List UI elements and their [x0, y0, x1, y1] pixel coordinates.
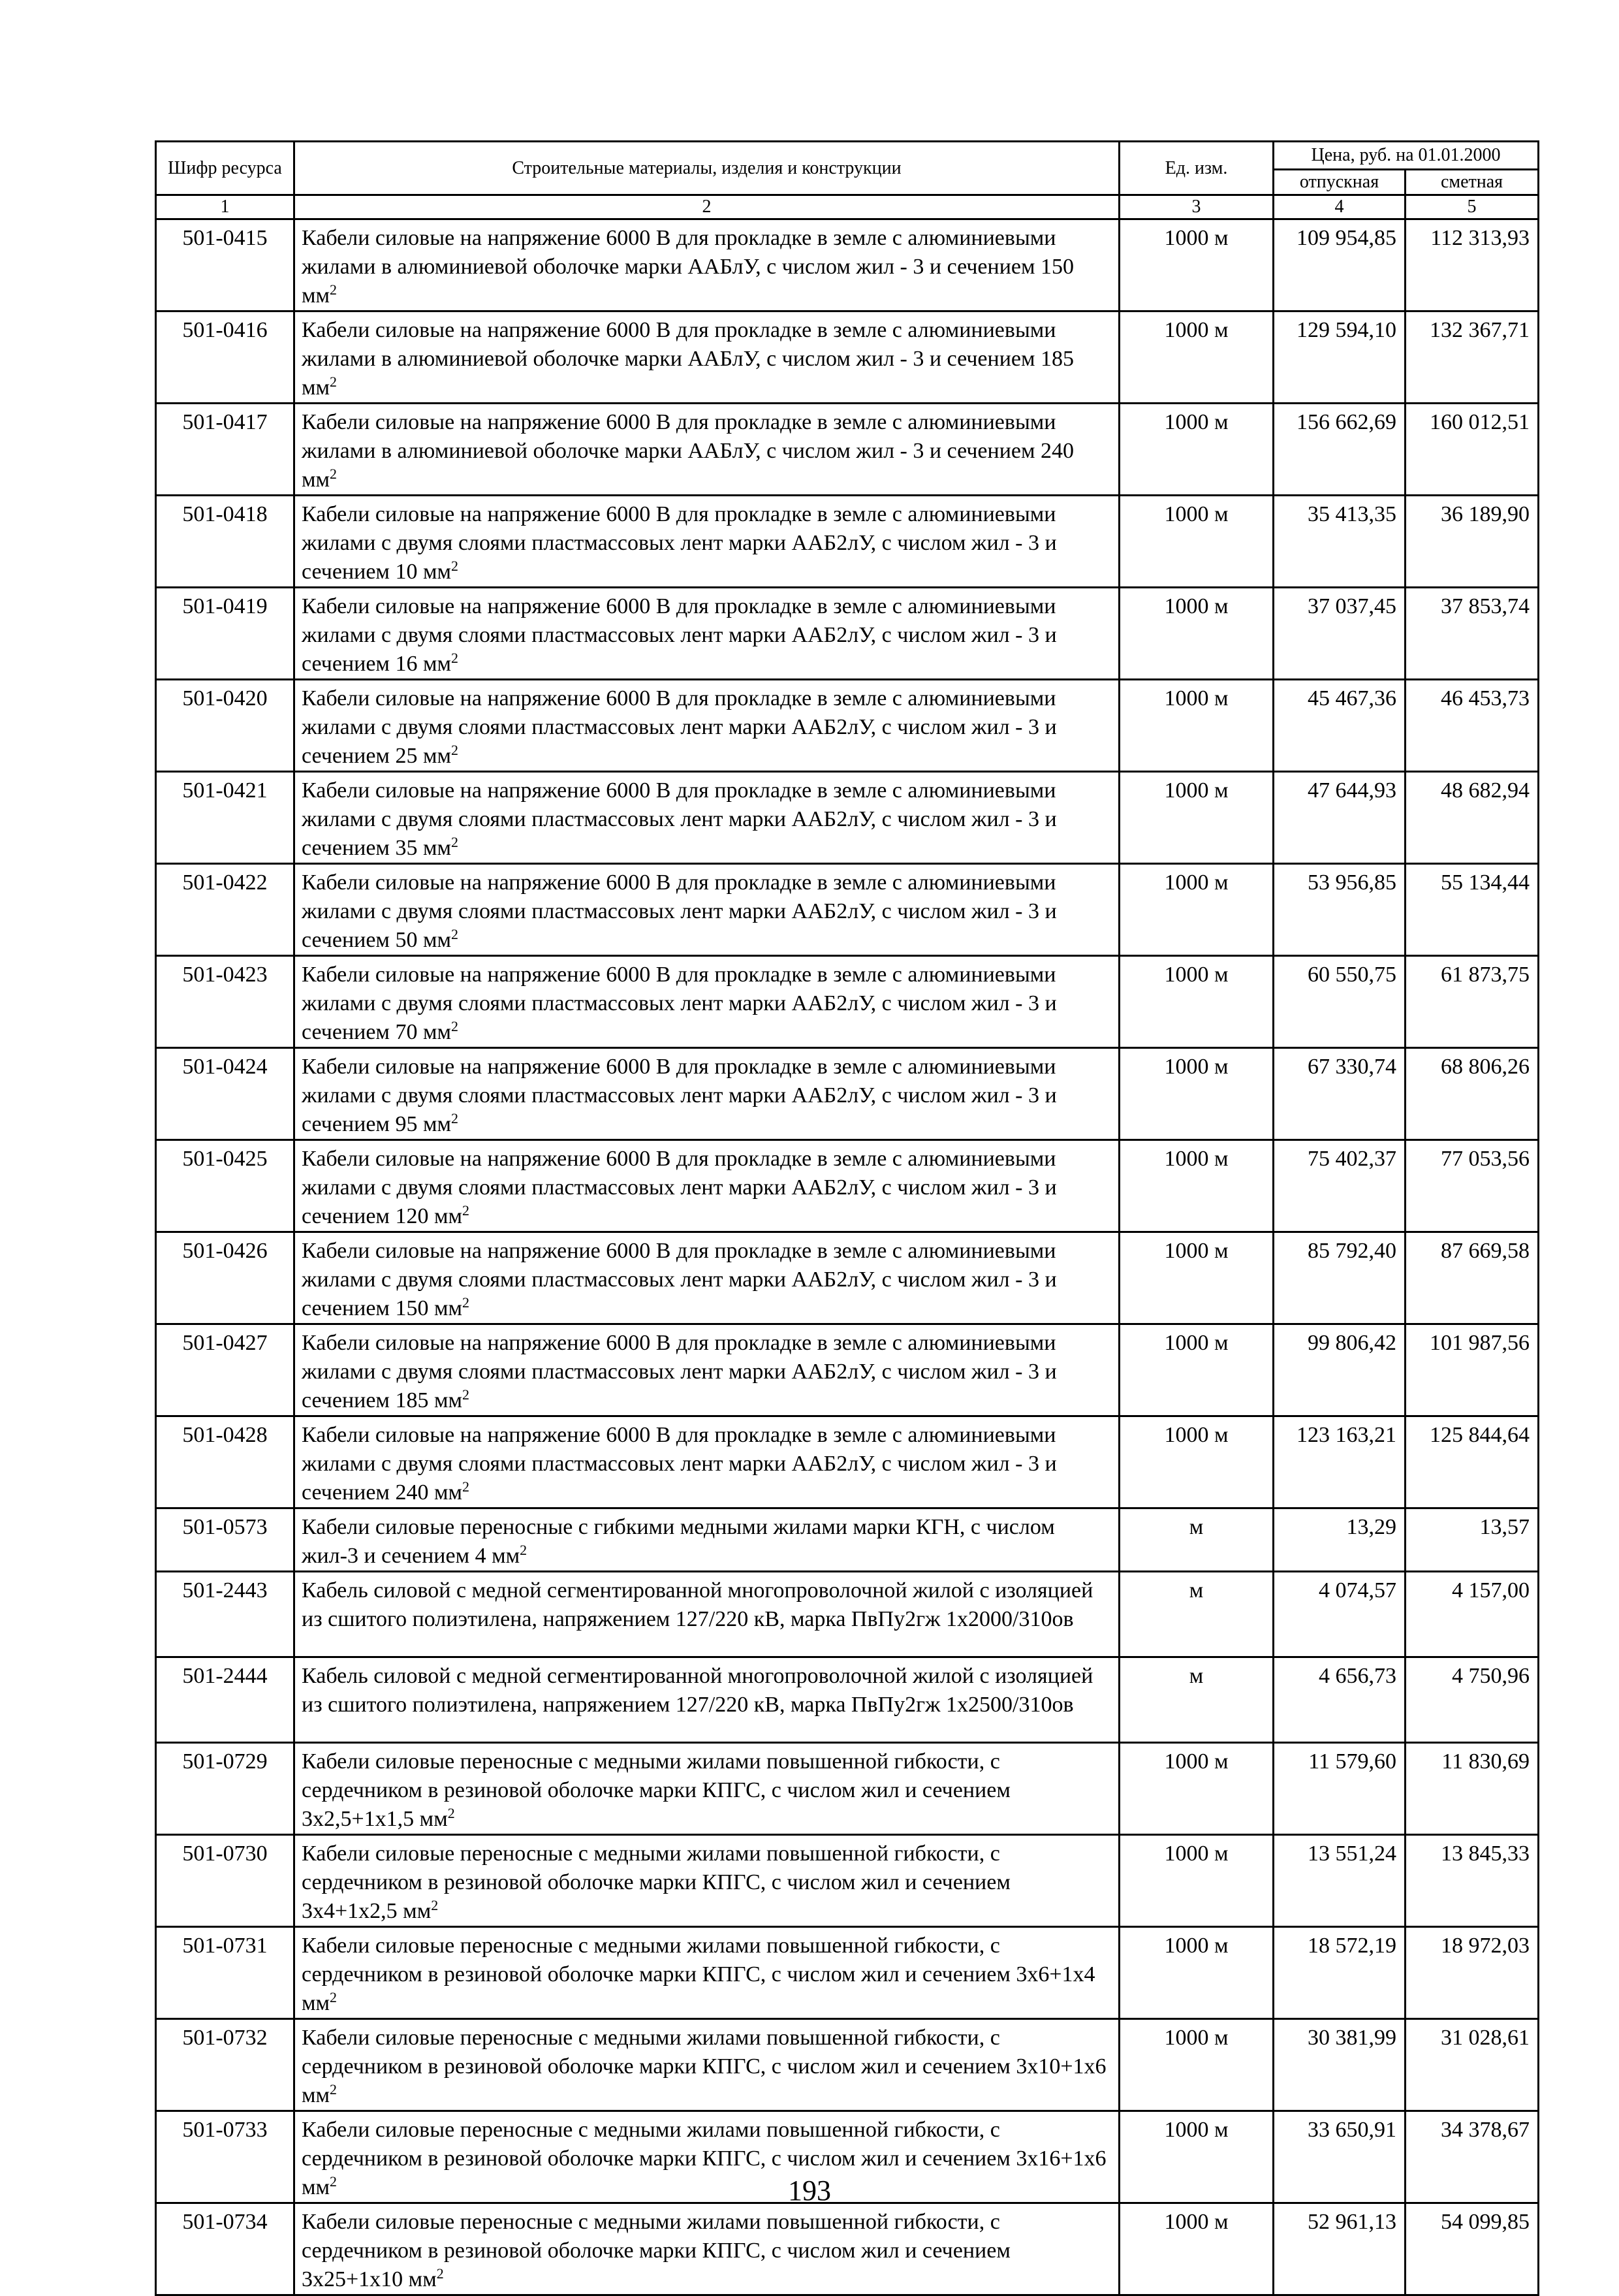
cell-price-release-text: 18 572,19	[1308, 1934, 1396, 1958]
cell-price-estimate	[1406, 1743, 1539, 1835]
cell-price-release-text: 53 956,85	[1308, 870, 1396, 895]
cell-description-text: Кабели силовые переносные с гибкими медными жилами марки КГН, с числом жил-3 и сечением 4 мм	[302, 1515, 1055, 1568]
column-number: 3	[1120, 195, 1274, 219]
cell-unit	[1120, 1140, 1274, 1232]
cell-unit-text: 1000 м	[1164, 1055, 1229, 1079]
cell-description	[294, 311, 1120, 404]
cell-code-text: 501-0573	[182, 1515, 268, 1539]
cell-code-text: 501-0422	[182, 870, 268, 895]
cell-unit-text: 1000 м	[1164, 2210, 1229, 2234]
cell-unit	[1120, 404, 1274, 496]
cell-code	[156, 1508, 294, 1572]
cell-price-estimate-text: 31 028,61	[1441, 2026, 1530, 2050]
cell-description	[294, 1508, 1120, 1572]
price-table-sheet	[155, 140, 1537, 2296]
cell-price-release	[1274, 588, 1406, 680]
header-name: Строительные материалы, изделия и конструкции	[294, 142, 1120, 195]
cell-code-text: 501-0424	[182, 1055, 268, 1079]
cell-description-text: Кабели силовые на напряжение 6000 В для прокладке в земле с алюминиевыми жилами с двумя слоями пластмассовых лент марки ААБ2лУ, с числом жил - 3 и сечением 185 мм	[302, 1331, 1057, 1412]
cell-unit	[1120, 2019, 1274, 2111]
cell-price-estimate	[1406, 588, 1539, 680]
cell-price-estimate	[1406, 1657, 1539, 1743]
cell-price-release	[1274, 864, 1406, 956]
cell-price-release-text: 45 467,36	[1308, 686, 1396, 710]
cell-code	[156, 772, 294, 864]
cell-unit	[1120, 1416, 1274, 1508]
unit-superscript: 2	[330, 374, 338, 390]
table-row	[156, 1508, 1539, 1572]
cell-price-estimate	[1406, 864, 1539, 956]
table-row	[156, 1232, 1539, 1324]
cell-price-estimate	[1406, 219, 1539, 311]
cell-price-release	[1274, 1508, 1406, 1572]
cell-unit-text: 1000 м	[1164, 1842, 1229, 1866]
cell-unit	[1120, 1927, 1274, 2019]
cell-unit	[1120, 1572, 1274, 1657]
cell-code	[156, 311, 294, 404]
cell-description	[294, 2019, 1120, 2111]
cell-price-estimate-text: 77 053,56	[1441, 1147, 1530, 1171]
cell-price-estimate	[1406, 1140, 1539, 1232]
cell-unit	[1120, 1048, 1274, 1140]
cell-price-release	[1274, 1657, 1406, 1743]
cell-price-estimate	[1406, 2203, 1539, 2295]
unit-superscript: 2	[330, 466, 338, 482]
cell-description-text: Кабели силовые переносные с медными жилами повышенной гибкости, с сердечником в резиновой оболочке марки КПГС, с числом жил и сечением 3х10+1х6 мм	[302, 2026, 1107, 2107]
cell-code	[156, 1927, 294, 2019]
cell-price-release-text: 67 330,74	[1308, 1055, 1396, 1079]
cell-description-text: Кабели силовые на напряжение 6000 В для прокладке в земле с алюминиевыми жилами с двумя слоями пластмассовых лент марки ААБ2лУ, с числом жил - 3 и сечением 95 мм	[302, 1055, 1057, 1136]
cell-unit	[1120, 1508, 1274, 1572]
cell-price-release	[1274, 1572, 1406, 1657]
cell-price-estimate	[1406, 772, 1539, 864]
cell-description	[294, 588, 1120, 680]
cell-unit-text: 1000 м	[1164, 1147, 1229, 1171]
cell-unit-text: 1000 м	[1164, 594, 1229, 618]
cell-description-text: Кабели силовые на напряжение 6000 В для прокладке в земле с алюминиевыми жилами в алюминиевой оболочке марки ААБлУ, с числом жил - 3 и сечением 150 мм	[302, 226, 1075, 308]
unit-superscript: 2	[450, 558, 458, 574]
cell-description	[294, 1572, 1120, 1657]
cell-unit	[1120, 864, 1274, 956]
cell-price-release-text: 85 792,40	[1308, 1239, 1396, 1263]
cell-price-estimate-text: 125 844,64	[1430, 1423, 1530, 1447]
cell-code	[156, 1232, 294, 1324]
cell-code	[156, 1572, 294, 1657]
table-row	[156, 219, 1539, 311]
cell-code-text: 501-0428	[182, 1423, 268, 1447]
cell-price-estimate-text: 4 750,96	[1452, 1664, 1530, 1688]
cell-description	[294, 1232, 1120, 1324]
cell-description-text: Кабель силовой с медной сегментированной многопроволочной жилой с изоляцией из сшитого полиэтилена, напряжением 127/220 кВ, марка ПвПу2гж 1х2000/310ов	[302, 1578, 1093, 1631]
cell-code	[156, 1324, 294, 1416]
unit-superscript: 2	[450, 834, 458, 850]
cell-price-release	[1274, 1232, 1406, 1324]
cell-code-text: 501-0733	[182, 2118, 268, 2142]
unit-superscript: 2	[450, 1018, 458, 1034]
cell-price-release	[1274, 772, 1406, 864]
cell-price-release-text: 4 656,73	[1319, 1664, 1396, 1688]
cell-code	[156, 404, 294, 496]
cell-code	[156, 1657, 294, 1743]
cell-unit	[1120, 1743, 1274, 1835]
cell-unit-text: м	[1189, 1664, 1204, 1688]
cell-price-estimate-text: 54 099,85	[1441, 2210, 1530, 2234]
cell-code	[156, 680, 294, 772]
unit-superscript: 2	[330, 2173, 338, 2190]
cell-unit-text: м	[1189, 1578, 1204, 1602]
cell-price-release-text: 35 413,35	[1308, 502, 1396, 526]
cell-description	[294, 404, 1120, 496]
cell-unit	[1120, 772, 1274, 864]
cell-unit-text: 1000 м	[1164, 1331, 1229, 1355]
cell-description-text: Кабели силовые на напряжение 6000 В для прокладке в земле с алюминиевыми жилами с двумя слоями пластмассовых лент марки ААБ2лУ, с числом жил - 3 и сечением 240 мм	[302, 1423, 1057, 1505]
cell-price-estimate-text: 46 453,73	[1441, 686, 1530, 710]
cell-description-text: Кабели силовые на напряжение 6000 В для прокладке в земле с алюминиевыми жилами с двумя слоями пластмассовых лент марки ААБ2лУ, с числом жил - 3 и сечением 25 мм	[302, 686, 1057, 768]
cell-code-text: 501-0421	[182, 778, 268, 803]
cell-description	[294, 2203, 1120, 2295]
cell-price-release	[1274, 1140, 1406, 1232]
cell-unit-text: 1000 м	[1164, 778, 1229, 803]
cell-code-text: 501-0730	[182, 1842, 268, 1866]
cell-price-release-text: 129 594,10	[1297, 318, 1396, 342]
cell-price-estimate	[1406, 1835, 1539, 1927]
cell-code-text: 501-0731	[182, 1934, 268, 1958]
column-number: 4	[1274, 195, 1406, 219]
cell-unit	[1120, 1232, 1274, 1324]
cell-description	[294, 1140, 1120, 1232]
header-price-release: отпускная	[1274, 170, 1406, 195]
cell-description-text: Кабели силовые переносные с медными жилами повышенной гибкости, с сердечником в резиновой оболочке марки КПГС, с числом жил и сечением 3х16+1х6 мм	[302, 2118, 1107, 2199]
table-row	[156, 404, 1539, 496]
unit-superscript: 2	[462, 1478, 469, 1495]
unit-superscript: 2	[450, 742, 458, 758]
unit-superscript: 2	[450, 650, 458, 666]
cell-unit-text: 1000 м	[1164, 318, 1229, 342]
table-row	[156, 1927, 1539, 2019]
header-code: Шифр ресурса	[156, 142, 294, 195]
table-row	[156, 588, 1539, 680]
cell-price-release	[1274, 311, 1406, 404]
cell-description	[294, 219, 1120, 311]
cell-price-estimate	[1406, 1416, 1539, 1508]
cell-price-estimate-text: 87 669,58	[1441, 1239, 1530, 1263]
table-row	[156, 1416, 1539, 1508]
cell-description	[294, 772, 1120, 864]
cell-unit-text: 1000 м	[1164, 1749, 1229, 1774]
cell-price-release-text: 13,29	[1346, 1515, 1396, 1539]
cell-unit-text: 1000 м	[1164, 502, 1229, 526]
cell-description-text: Кабели силовые переносные с медными жилами повышенной гибкости, с сердечником в резиновой оболочке марки КПГС, с числом жил и сечением 3х6+1х4 мм	[302, 1934, 1095, 2015]
cell-price-estimate-text: 48 682,94	[1441, 778, 1530, 803]
unit-superscript: 2	[450, 1110, 458, 1126]
cell-price-estimate	[1406, 1508, 1539, 1572]
cell-price-release	[1274, 1048, 1406, 1140]
cell-code-text: 501-0427	[182, 1331, 268, 1355]
cell-description	[294, 956, 1120, 1048]
cell-price-release-text: 33 650,91	[1308, 2118, 1396, 2142]
unit-superscript: 2	[436, 2265, 444, 2282]
header-price-estimate: сметная	[1406, 170, 1539, 195]
cell-unit-text: 1000 м	[1164, 2118, 1229, 2142]
cell-price-release-text: 60 550,75	[1308, 963, 1396, 987]
cell-code	[156, 1140, 294, 1232]
cell-code	[156, 1416, 294, 1508]
cell-unit-text: 1000 м	[1164, 410, 1229, 434]
cell-price-release-text: 156 662,69	[1297, 410, 1396, 434]
cell-unit	[1120, 956, 1274, 1048]
cell-description-text: Кабели силовые на напряжение 6000 В для прокладке в земле с алюминиевыми жилами в алюминиевой оболочке марки ААБлУ, с числом жил - 3 и сечением 240 мм	[302, 410, 1075, 492]
cell-code-text: 501-0417	[182, 410, 268, 434]
cell-price-estimate-text: 13 845,33	[1441, 1842, 1530, 1866]
cell-price-estimate-text: 11 830,69	[1441, 1749, 1530, 1774]
table-row	[156, 956, 1539, 1048]
cell-description-text: Кабели силовые на напряжение 6000 В для прокладке в земле с алюминиевыми жилами с двумя слоями пластмассовых лент марки ААБ2лУ, с числом жил - 3 и сечением 120 мм	[302, 1147, 1057, 1228]
cell-price-estimate	[1406, 1232, 1539, 1324]
cell-unit-text: 1000 м	[1164, 226, 1229, 250]
table-row	[156, 1048, 1539, 1140]
table-row	[156, 1657, 1539, 1743]
cell-price-release-text: 47 644,93	[1308, 778, 1396, 803]
table-row	[156, 2203, 1539, 2295]
cell-code	[156, 588, 294, 680]
cell-code	[156, 2203, 294, 2295]
cell-unit-text: 1000 м	[1164, 1239, 1229, 1263]
cell-price-release-text: 37 037,45	[1308, 594, 1396, 618]
cell-description-text: Кабели силовые переносные с медными жилами повышенной гибкости, с сердечником в резиновой оболочке марки КПГС, с числом жил и сечением 3х25+1х10 мм	[302, 2210, 1011, 2291]
cell-price-release	[1274, 2019, 1406, 2111]
cell-price-release	[1274, 1927, 1406, 2019]
cell-description-text: Кабели силовые на напряжение 6000 В для прокладке в земле с алюминиевыми жилами с двумя слоями пластмассовых лент марки ААБ2лУ, с числом жил - 3 и сечением 10 мм	[302, 502, 1057, 584]
unit-superscript: 2	[462, 1386, 469, 1403]
unit-superscript: 2	[450, 926, 458, 942]
cell-description	[294, 496, 1120, 588]
unit-superscript: 2	[462, 1294, 469, 1311]
header-price-group: Цена, руб. на 01.01.2000	[1274, 142, 1539, 170]
cell-price-estimate-text: 18 972,03	[1441, 1934, 1530, 1958]
table-row	[156, 311, 1539, 404]
cell-unit-text: м	[1189, 1515, 1204, 1539]
cell-code-text: 501-0729	[182, 1749, 268, 1774]
column-number: 2	[294, 195, 1120, 219]
cell-price-release	[1274, 956, 1406, 1048]
table-row	[156, 1743, 1539, 1835]
cell-description	[294, 1416, 1120, 1508]
cell-price-estimate	[1406, 311, 1539, 404]
cell-price-estimate-text: 34 378,67	[1441, 2118, 1530, 2142]
cell-code-text: 501-2443	[182, 1578, 268, 1602]
cell-description-text: Кабели силовые на напряжение 6000 В для прокладке в земле с алюминиевыми жилами с двумя слоями пластмассовых лент марки ААБ2лУ, с числом жил - 3 и сечением 35 мм	[302, 778, 1057, 860]
unit-superscript: 2	[447, 1805, 455, 1821]
cell-price-release-text: 75 402,37	[1308, 1147, 1396, 1171]
unit-superscript: 2	[431, 1897, 439, 1913]
table-row	[156, 496, 1539, 588]
unit-superscript: 2	[520, 1542, 527, 1558]
cell-price-release	[1274, 1743, 1406, 1835]
cell-code-text: 501-0419	[182, 594, 268, 618]
cell-price-estimate-text: 101 987,56	[1430, 1331, 1530, 1355]
cell-price-release-text: 13 551,24	[1308, 1842, 1396, 1866]
cell-price-estimate-text: 112 313,93	[1430, 226, 1530, 250]
cell-code-text: 501-0734	[182, 2210, 268, 2234]
cell-description-text: Кабели силовые на напряжение 6000 В для прокладке в земле с алюминиевыми жилами с двумя слоями пластмассовых лент марки ААБ2лУ, с числом жил - 3 и сечением 16 мм	[302, 594, 1057, 676]
cell-price-release-text: 123 163,21	[1297, 1423, 1396, 1447]
cell-code-text: 501-0418	[182, 502, 268, 526]
cell-unit-text: 1000 м	[1164, 1934, 1229, 1958]
cell-price-estimate	[1406, 1572, 1539, 1657]
cell-unit	[1120, 1324, 1274, 1416]
cell-description	[294, 1927, 1120, 2019]
cell-description-text: Кабели силовые на напряжение 6000 В для прокладке в земле с алюминиевыми жилами с двумя слоями пластмассовых лент марки ААБ2лУ, с числом жил - 3 и сечением 150 мм	[302, 1239, 1057, 1320]
cell-price-estimate-text: 13,57	[1479, 1515, 1530, 1539]
cell-code-text: 501-0732	[182, 2026, 268, 2050]
page-number: 193	[788, 2175, 831, 2207]
cell-code	[156, 864, 294, 956]
cell-description	[294, 1743, 1120, 1835]
cell-code	[156, 1835, 294, 1927]
cell-price-estimate	[1406, 496, 1539, 588]
cell-description-text: Кабели силовые на напряжение 6000 В для прокладке в земле с алюминиевыми жилами с двумя слоями пластмассовых лент марки ААБ2лУ, с числом жил - 3 и сечением 50 мм	[302, 870, 1057, 952]
cell-price-estimate-text: 61 873,75	[1441, 963, 1530, 987]
cell-price-release	[1274, 1416, 1406, 1508]
column-number: 5	[1406, 195, 1539, 219]
cell-price-release-text: 4 074,57	[1319, 1578, 1396, 1602]
cell-code	[156, 2019, 294, 2111]
cell-code-text: 501-0426	[182, 1239, 268, 1263]
cell-price-release	[1274, 219, 1406, 311]
cell-code	[156, 496, 294, 588]
cell-price-release-text: 11 579,60	[1308, 1749, 1396, 1774]
cell-price-release-text: 99 806,42	[1308, 1331, 1396, 1355]
cell-price-estimate-text: 4 157,00	[1452, 1578, 1530, 1602]
cell-code-text: 501-0423	[182, 963, 268, 987]
cell-price-release	[1274, 496, 1406, 588]
table-row	[156, 772, 1539, 864]
cell-unit	[1120, 680, 1274, 772]
cell-price-release	[1274, 680, 1406, 772]
cell-unit-text: 1000 м	[1164, 963, 1229, 987]
cell-description	[294, 1324, 1120, 1416]
cell-code-text: 501-0420	[182, 686, 268, 710]
cell-price-estimate	[1406, 956, 1539, 1048]
cell-unit	[1120, 496, 1274, 588]
price-table	[155, 140, 1539, 2296]
header-unit: Ед. изм.	[1120, 142, 1274, 195]
cell-code	[156, 1048, 294, 1140]
cell-code-text: 501-2444	[182, 1664, 268, 1688]
cell-unit	[1120, 311, 1274, 404]
cell-unit-text: 1000 м	[1164, 2026, 1229, 2050]
cell-price-release	[1274, 1324, 1406, 1416]
cell-description	[294, 1048, 1120, 1140]
unit-superscript: 2	[330, 2081, 338, 2097]
cell-description	[294, 1835, 1120, 1927]
table-row	[156, 1140, 1539, 1232]
unit-superscript: 2	[330, 281, 338, 298]
cell-price-release-text: 109 954,85	[1297, 226, 1396, 250]
cell-price-estimate	[1406, 1927, 1539, 2019]
cell-code	[156, 956, 294, 1048]
cell-code-text: 501-0416	[182, 318, 268, 342]
unit-superscript: 2	[330, 1989, 338, 2005]
cell-price-release	[1274, 404, 1406, 496]
cell-price-release	[1274, 1835, 1406, 1927]
table-row	[156, 1324, 1539, 1416]
cell-unit	[1120, 1657, 1274, 1743]
cell-price-estimate	[1406, 1048, 1539, 1140]
cell-price-estimate-text: 132 367,71	[1430, 318, 1530, 342]
cell-code-text: 501-0425	[182, 1147, 268, 1171]
table-row	[156, 1835, 1539, 1927]
table-row	[156, 2019, 1539, 2111]
cell-code-text: 501-0415	[182, 226, 268, 250]
cell-description-text: Кабели силовые переносные с медными жилами повышенной гибкости, с сердечником в резиновой оболочке марки КПГС, с числом жил и сечением 3х2,5+1х1,5 мм	[302, 1749, 1011, 1831]
table-row	[156, 680, 1539, 772]
cell-price-release-text: 30 381,99	[1308, 2026, 1396, 2050]
cell-price-estimate-text: 55 134,44	[1441, 870, 1530, 895]
cell-unit-text: 1000 м	[1164, 870, 1229, 895]
cell-unit	[1120, 1835, 1274, 1927]
cell-code	[156, 219, 294, 311]
cell-description-text: Кабель силовой с медной сегментированной многопроволочной жилой с изоляцией из сшитого полиэтилена, напряжением 127/220 кВ, марка ПвПу2гж 1х2500/310ов	[302, 1664, 1093, 1717]
cell-price-estimate-text: 160 012,51	[1430, 410, 1530, 434]
table-row	[156, 1572, 1539, 1657]
cell-price-estimate	[1406, 2019, 1539, 2111]
cell-description	[294, 680, 1120, 772]
cell-unit	[1120, 588, 1274, 680]
cell-unit-text: 1000 м	[1164, 1423, 1229, 1447]
cell-price-release	[1274, 2203, 1406, 2295]
cell-unit-text: 1000 м	[1164, 686, 1229, 710]
cell-price-estimate-text: 37 853,74	[1441, 594, 1530, 618]
cell-unit	[1120, 219, 1274, 311]
cell-price-estimate	[1406, 680, 1539, 772]
cell-price-estimate-text: 36 189,90	[1441, 502, 1530, 526]
unit-superscript: 2	[462, 1202, 469, 1219]
cell-price-estimate	[1406, 1324, 1539, 1416]
table-body	[156, 219, 1539, 2295]
cell-description-text: Кабели силовые переносные с медными жилами повышенной гибкости, с сердечником в резиновой оболочке марки КПГС, с числом жил и сечением 3х4+1х2,5 мм	[302, 1842, 1011, 1923]
cell-code	[156, 1743, 294, 1835]
cell-price-estimate	[1406, 404, 1539, 496]
cell-description-text: Кабели силовые на напряжение 6000 В для прокладке в земле с алюминиевыми жилами с двумя слоями пластмассовых лент марки ААБ2лУ, с числом жил - 3 и сечением 70 мм	[302, 963, 1057, 1044]
cell-description	[294, 1657, 1120, 1743]
cell-description-text: Кабели силовые на напряжение 6000 В для прокладке в земле с алюминиевыми жилами в алюминиевой оболочке марки ААБлУ, с числом жил - 3 и сечением 185 мм	[302, 318, 1075, 400]
table-row	[156, 864, 1539, 956]
cell-price-release-text: 52 961,13	[1308, 2210, 1396, 2234]
cell-description	[294, 864, 1120, 956]
column-number: 1	[156, 195, 294, 219]
cell-unit	[1120, 2203, 1274, 2295]
cell-price-estimate-text: 68 806,26	[1441, 1055, 1530, 1079]
